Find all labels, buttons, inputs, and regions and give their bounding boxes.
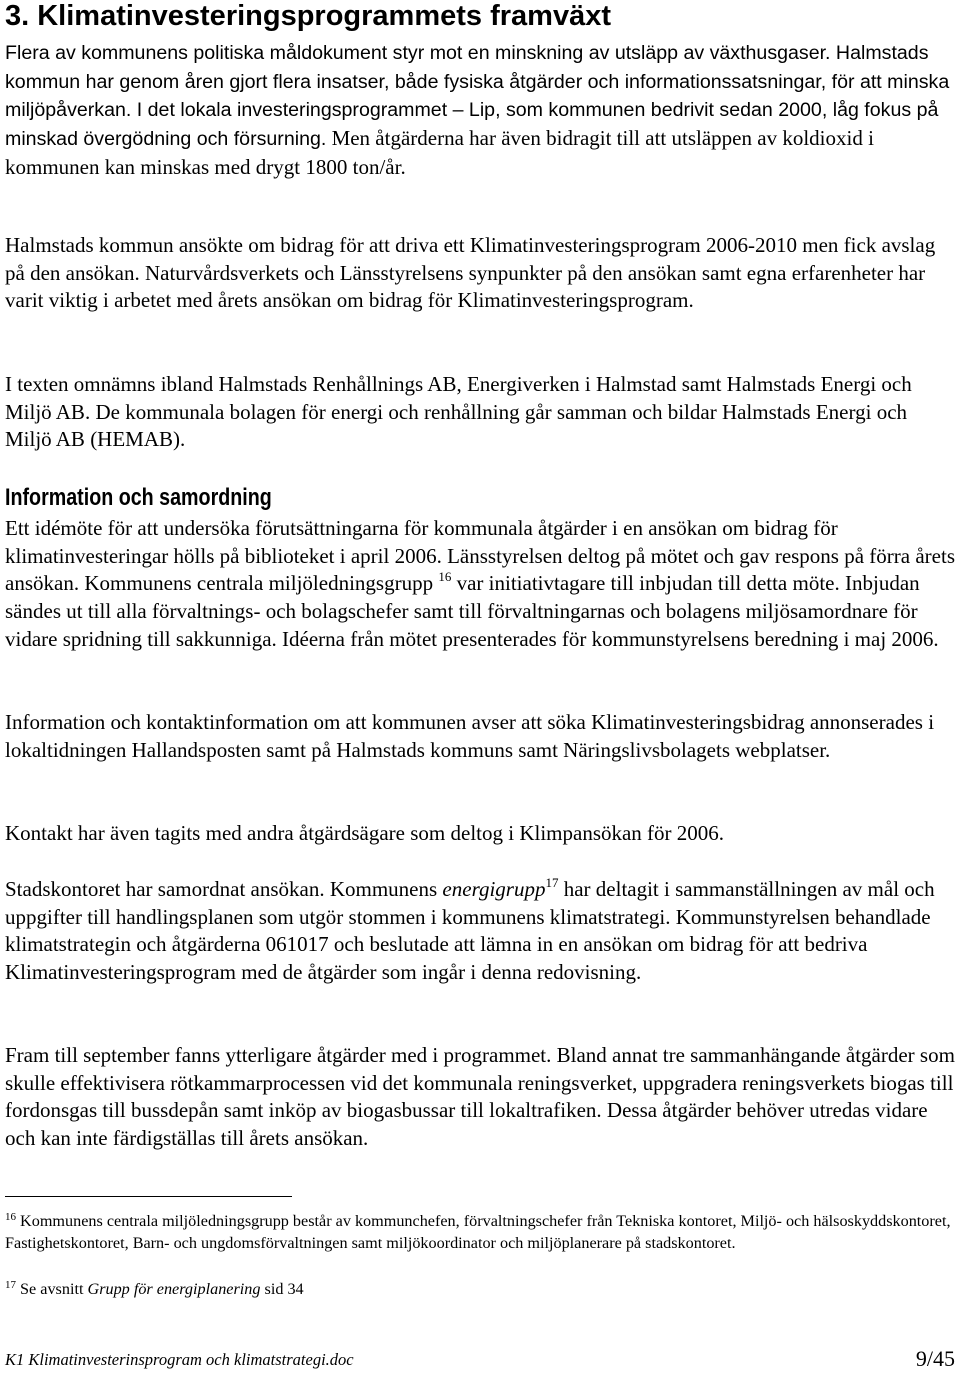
- coordination-text-b: har deltagit i sammanställningen av mål och uppgifter till handlingsplanen som utgör stommen i kommunens klimatstrategi. Kommunstyrelsen behandlade klimatstrategin och åtgärderna 061017 och beslutade att lämna in en ansökan om bidrag för att bedriva Klimatinvesteringsprogram med de åtgärder som ingår i denna redovisning.: [5, 877, 935, 985]
- footnote-17-number: 17: [5, 1279, 16, 1291]
- companies-text-b: De kommunala bolagen för energi och renhållning går samman och bildar Halmstads Energi och Miljö AB (HEMAB).: [5, 399, 908, 452]
- paragraph-september: Fram till september fanns ytterligare åtgärder med i programmet. Bland annat tre sammanhängande åtgärder som skulle effektivisera rötkammarprocessen vid det kommunala reningsverket, uppgradera reningsverkets biogas till fordonsgas till bussdepån samt inköp av biogasbussar till lokaltrafiken. Dessa åtgärder behöver utredas vidare och kan inte färdigställas till årets ansökan.: [5, 1043, 955, 1151]
- footnote-16-number: 16: [5, 1211, 16, 1223]
- paragraph-coordination: [5, 876, 955, 987]
- footnote-16-text: Kommunens centrala miljöledningsgrupp består av kommunchefen, förvaltningschefer från Tekniska kontoret, Miljö- och hälsoskyddskontoret, Fastighetskontoret, Barn- och ungdomsförvaltningen samt miljökoordinator och miljöplanerare på stadskontoret.: [5, 1212, 951, 1252]
- intro-sans-text: Flera av kommunens politiska måldokument styr mot en minskning av utsläpp av växthusgaser. Halmstads kommun har genom åren gjort flera insatser, både fysiska åtgärder och informationssatsningar, för att minska miljöpåverkan. I det lokala investeringsprogrammet – Lip, som kommunen bedrivit sedan 2000, låg fokus på minskad övergödning och försurning.: [5, 42, 950, 151]
- footnote-divider: [5, 1196, 292, 1197]
- footer-filename: K1 Klimatinvesterinsprogram och klimatstrategi.doc: [5, 1350, 354, 1369]
- idea-meeting-text-a: Ett idémöte för att undersöka förutsättningarna för kommunala åtgärder i en ansökan om bidrag för klimatinvesteringar hölls på biblioteket i april 2006. Länsstyrelsen deltog på mötet och gav respons på förra årets ansökan. Kommunens centrala miljöledningsgrupp: [5, 516, 955, 596]
- coordination-text-a: Stadskontoret har samordnat ansökan. Kommunens: [5, 877, 443, 901]
- idea-meeting-text-b: var initiativtagare till inbjudan till detta möte. Inbjudan sändes ut till alla förvaltnings- och bolagschefer samt till förvaltningarnas och bolagens miljösamordnare för vidare spridning till sakkunniga. Idéerna från mötet presenterades för kommunstyrelsens beredning i maj 2006.: [5, 571, 939, 651]
- footnote-17: [5, 1278, 955, 1300]
- section-heading: 3. Klimatinvesteringsprogrammets framväxt: [5, 0, 611, 32]
- footnote-17-tail: sid 34: [260, 1280, 304, 1298]
- paragraph-advertising: Information och kontaktinformation om att kommunen avser att söka Klimatinvesteringsbidrag annonserades i lokaltidningen Hallandsposten samt på Halmstads kommuns samt Näringslivsbolagets webplatser.: [5, 710, 935, 762]
- subheading: Information och samordning: [5, 484, 272, 511]
- paragraph-contact: Kontakt har även tagits med andra åtgärdsägare som deltog i Klimpansökan för 2006.: [5, 821, 725, 845]
- paragraph-intro: [5, 39, 955, 182]
- paragraph-application: [5, 232, 955, 315]
- footnote-ref-16: 16: [438, 569, 452, 585]
- intro-serif-text: Men åtgärderna har även bidragit till att utsläppen av koldioxid i kommunen kan minskas med drygt 1800 ton/år.: [5, 126, 874, 179]
- page-number: 9/45: [915, 1346, 955, 1371]
- footnote-16: [5, 1210, 955, 1254]
- paragraph-idea-meeting: [5, 515, 955, 654]
- energy-group-term: energigrupp: [442, 877, 546, 901]
- footnote-17-text: Se avsnitt: [16, 1280, 88, 1298]
- footnote-ref-17: 17: [545, 875, 559, 890]
- application-text-a: Halmstads kommun ansökte om bidrag för att driva ett Klimatinvesteringsprogram 2006-2010 men fick avslag på den ansökan.: [5, 233, 936, 285]
- footnote-17-section-name: Grupp för energiplanering: [87, 1280, 261, 1298]
- paragraph-companies: [5, 371, 955, 454]
- companies-text-a: I texten omnämns ibland Halmstads Renhållnings AB, Energiverken i Halmstad samt Halmstads Energi och Miljö AB.: [5, 372, 912, 424]
- application-text-b: Naturvårdsverkets och Länsstyrelsens synpunkter på den ansökan samt egna erfarenheter har varit viktig i arbetet med årets ansökan om bidrag för Klimatinvesteringsprogram.: [5, 260, 926, 313]
